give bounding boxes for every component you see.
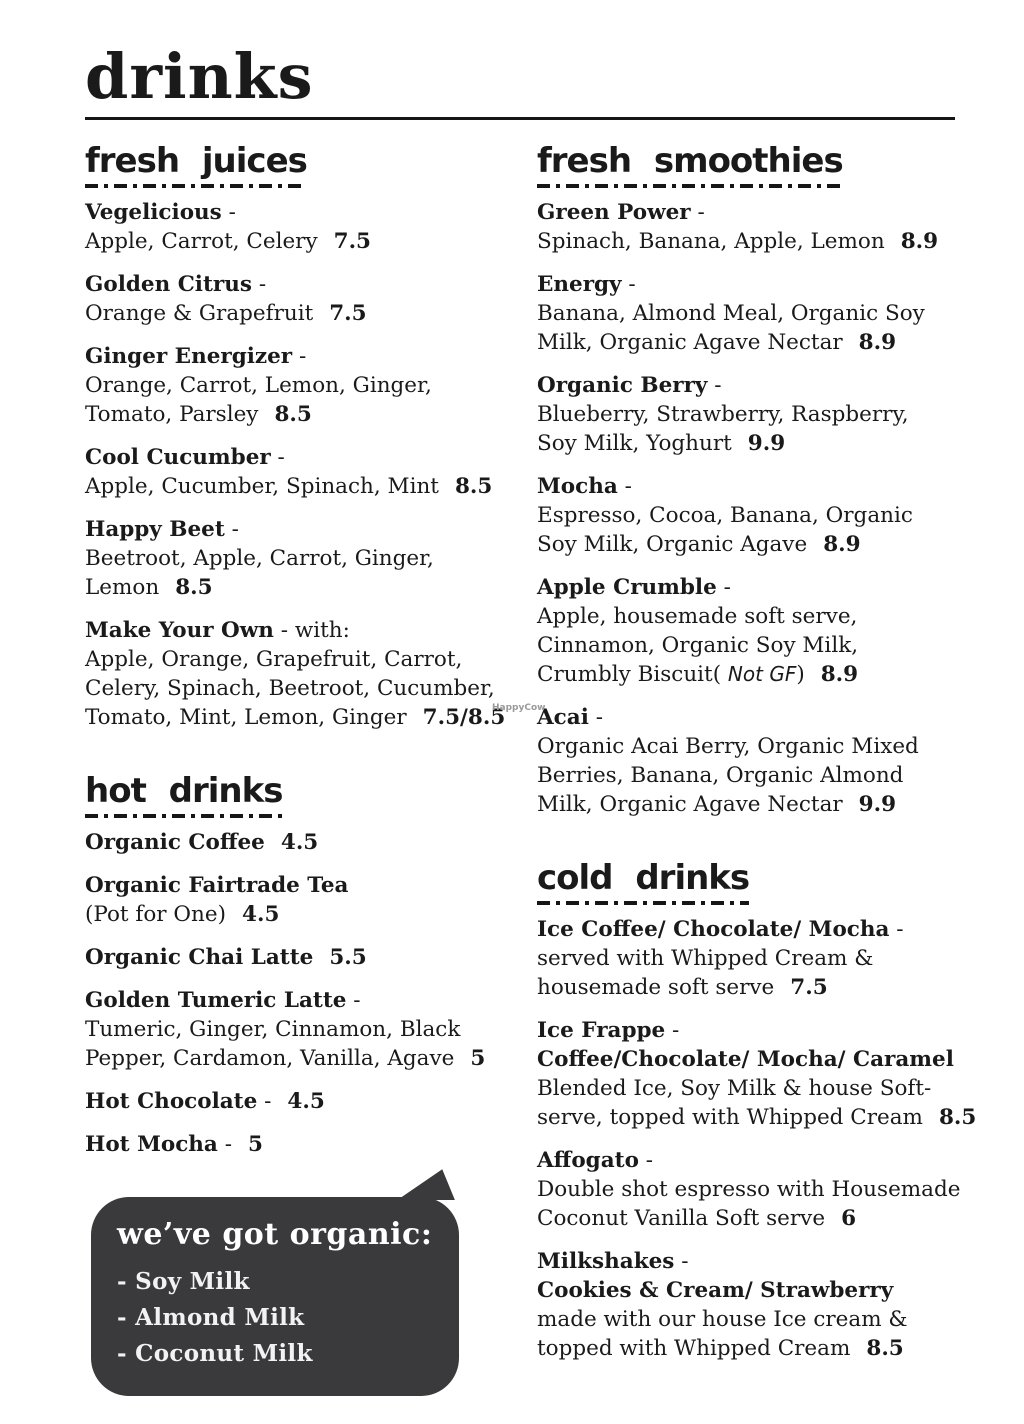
menu-item-line bbox=[537, 270, 970, 299]
column-right bbox=[537, 141, 977, 1396]
section-head bbox=[537, 142, 857, 188]
item-text: Blueberry, Strawberry, Raspberry, bbox=[537, 402, 909, 428]
item-price: 7.5 bbox=[333, 229, 372, 255]
item-text: Double shot espresso with Housemade bbox=[537, 1177, 961, 1203]
item-name: Ginger Energizer bbox=[85, 344, 293, 370]
item-price: 8.5 bbox=[866, 1336, 904, 1362]
item-name: Ice Coffee/ Chocolate/ Mocha bbox=[537, 917, 890, 943]
item-text: Cookies & Cream/ Strawberry bbox=[537, 1278, 894, 1304]
menu-item-line bbox=[85, 900, 513, 929]
section-underline-decoration bbox=[85, 814, 282, 818]
menu-item bbox=[537, 472, 970, 559]
menu-item-line bbox=[85, 573, 513, 602]
item-price: 4.5 bbox=[287, 1089, 325, 1115]
item-price: 7.5 bbox=[329, 301, 367, 327]
item-name: Affogato bbox=[537, 1148, 639, 1174]
menu-item-line bbox=[537, 328, 970, 357]
menu-item bbox=[85, 1130, 513, 1159]
menu-item bbox=[537, 371, 970, 458]
menu-item-line bbox=[85, 828, 513, 857]
page-title: drinks bbox=[85, 40, 314, 113]
item-price: 9.9 bbox=[747, 431, 786, 457]
item-price: 8.5 bbox=[454, 474, 493, 500]
item-text: Spinach, Banana, Apple, Lemon bbox=[537, 229, 885, 255]
item-text: Milk, Organic Agave Nectar bbox=[537, 792, 843, 818]
item-text: - bbox=[292, 344, 307, 370]
item-name: Energy bbox=[537, 272, 622, 298]
item-text: Coffee/Chocolate/ Mocha/ Caramel bbox=[537, 1047, 954, 1073]
section-underline-decoration bbox=[85, 184, 307, 188]
menu-item-line bbox=[85, 703, 513, 732]
menu-item-line bbox=[537, 1016, 970, 1045]
menu-item bbox=[537, 1247, 970, 1363]
menu-item-line bbox=[85, 270, 513, 299]
item-price: 4.5 bbox=[242, 902, 280, 928]
menu-item-line bbox=[537, 371, 970, 400]
title-divider bbox=[85, 117, 955, 120]
item-price: 6 bbox=[841, 1206, 857, 1232]
item-price: 8.9 bbox=[823, 532, 861, 558]
menu-item bbox=[85, 198, 513, 256]
item-text: - bbox=[217, 1132, 232, 1158]
item-price: 8.5 bbox=[274, 402, 312, 428]
item-name: Acai bbox=[537, 705, 589, 731]
section-underline-decoration bbox=[537, 901, 749, 905]
menu-item-line bbox=[85, 198, 513, 227]
item-price: 9.9 bbox=[858, 792, 897, 818]
menu-item bbox=[537, 1016, 977, 1132]
item-text: - bbox=[221, 200, 236, 226]
item-name: Vegelicious bbox=[85, 200, 222, 226]
item-price: 8.5 bbox=[175, 575, 213, 601]
menu-item-line bbox=[85, 1044, 513, 1073]
menu-item-line bbox=[85, 616, 513, 645]
menu-item bbox=[85, 342, 513, 429]
item-text: - bbox=[346, 988, 361, 1014]
menu-item bbox=[85, 986, 513, 1073]
item-text: Celery, Spinach, Beetroot, Cucumber, bbox=[85, 676, 495, 702]
section-heading: fresh smoothies bbox=[537, 141, 843, 182]
menu-item bbox=[85, 616, 513, 732]
item-text: - bbox=[257, 1089, 272, 1115]
menu-item bbox=[537, 573, 970, 689]
menu-item bbox=[537, 198, 970, 256]
menu-item-line bbox=[537, 501, 970, 530]
menu-item-line bbox=[537, 1334, 970, 1363]
section-cold-drinks bbox=[537, 858, 977, 1363]
menu-item-line bbox=[85, 1015, 513, 1044]
item-text: - bbox=[690, 200, 705, 226]
menu-item-line bbox=[537, 703, 970, 732]
item-price: 5 bbox=[470, 1046, 486, 1072]
item-text: Cinnamon, Organic Soy Milk, bbox=[537, 633, 859, 659]
item-text: Tomato, Mint, Lemon, Ginger bbox=[85, 705, 407, 731]
item-text: - with: bbox=[273, 618, 350, 644]
item-text: - bbox=[617, 474, 632, 500]
menu-item-line bbox=[537, 732, 970, 761]
menu-item-line bbox=[85, 1130, 513, 1159]
item-text: topped with Whipped Cream bbox=[537, 1336, 851, 1362]
menu-item-line bbox=[537, 790, 970, 819]
item-text: Coconut Vanilla Soft serve bbox=[537, 1206, 826, 1232]
item-text: - bbox=[716, 575, 731, 601]
item-name: Organic Berry bbox=[537, 373, 708, 399]
menu-item bbox=[85, 515, 513, 602]
item-name: Cool Cucumber bbox=[85, 445, 271, 471]
item-price: 8.9 bbox=[900, 229, 939, 255]
section-head bbox=[85, 772, 296, 818]
item-text: Beetroot, Apple, Carrot, Ginger, bbox=[85, 546, 434, 572]
item-name: Ice Frappe bbox=[537, 1018, 666, 1044]
item-text: Espresso, Cocoa, Banana, Organic bbox=[537, 503, 913, 529]
menu-item-line bbox=[537, 400, 970, 429]
item-price: 4.5 bbox=[280, 830, 319, 856]
menu-item-line bbox=[85, 342, 513, 371]
item-name: Organic Fairtrade Tea bbox=[85, 873, 349, 899]
section-heading: hot drinks bbox=[85, 771, 283, 812]
section-hot-drinks bbox=[85, 772, 513, 1159]
menu-item-line bbox=[85, 472, 513, 501]
menu-item bbox=[85, 828, 513, 857]
section-heading: fresh juices bbox=[85, 141, 307, 182]
section-head bbox=[85, 142, 321, 188]
item-text: serve, topped with Whipped Cream bbox=[537, 1105, 923, 1131]
menu-item-line bbox=[537, 973, 970, 1002]
menu-item-line bbox=[85, 515, 513, 544]
menu-item-line bbox=[537, 1146, 970, 1175]
item-text: Pepper, Cardamon, Vanilla, Agave bbox=[85, 1046, 455, 1072]
section-heading: cold drinks bbox=[537, 858, 750, 899]
item-name: Make Your Own bbox=[85, 618, 274, 644]
item-name: Apple Crumble bbox=[537, 575, 717, 601]
menu-item-line bbox=[537, 1276, 970, 1305]
menu-item-line bbox=[537, 472, 970, 501]
item-text: (Pot for One) bbox=[85, 902, 226, 928]
speech-bubble-tail bbox=[397, 1169, 455, 1200]
column-left bbox=[85, 142, 513, 1396]
item-name: Green Power bbox=[537, 200, 691, 226]
item-text: Blended Ice, Soy Milk & house Soft- bbox=[537, 1076, 932, 1102]
menu-item-line bbox=[85, 986, 513, 1015]
item-name: Golden Citrus bbox=[85, 272, 252, 298]
section-head bbox=[537, 859, 763, 905]
menu-item-line bbox=[85, 871, 513, 900]
item-text: - bbox=[889, 917, 904, 943]
item-text: - bbox=[674, 1249, 689, 1275]
menu-item-line bbox=[537, 1247, 970, 1276]
menu-item-line bbox=[537, 299, 970, 328]
item-name: Happy Beet bbox=[85, 517, 225, 543]
menu-item-line bbox=[537, 761, 970, 790]
item-text: - bbox=[621, 272, 636, 298]
item-text: - bbox=[638, 1148, 654, 1174]
menu-item-line bbox=[537, 1103, 977, 1132]
menu-item bbox=[537, 270, 970, 357]
item-name: Hot Chocolate bbox=[85, 1089, 258, 1115]
item-text: Organic Acai Berry, Organic Mixed bbox=[537, 734, 919, 760]
item-text: - bbox=[270, 445, 285, 471]
item-name: Organic Chai Latte bbox=[85, 945, 314, 971]
bubble-item: - Coconut Milk bbox=[117, 1340, 313, 1368]
item-text: Soy Milk, Organic Agave bbox=[537, 532, 808, 558]
item-text: served with Whipped Cream & bbox=[537, 946, 874, 972]
menu-item bbox=[85, 943, 513, 972]
item-text: Orange, Carrot, Lemon, Ginger, bbox=[85, 373, 432, 399]
item-text: - bbox=[251, 272, 267, 298]
bubble-item: - Almond Milk bbox=[117, 1304, 305, 1332]
menu-item-line bbox=[537, 915, 970, 944]
menu-item bbox=[537, 915, 970, 1002]
menu-item-line bbox=[537, 198, 970, 227]
item-text: Berries, Banana, Organic Almond bbox=[537, 763, 904, 789]
item-name: Golden Tumeric Latte bbox=[85, 988, 347, 1014]
menu-item-line bbox=[537, 660, 970, 689]
item-text: Not GF bbox=[727, 662, 797, 687]
item-text: Tomato, Parsley bbox=[85, 402, 259, 428]
menu-item-line bbox=[537, 227, 970, 256]
menu-item-line bbox=[85, 645, 513, 674]
item-price: 8.9 bbox=[820, 662, 859, 688]
menu-item-line bbox=[537, 631, 970, 660]
menu-item bbox=[85, 270, 513, 328]
section-underline-decoration bbox=[537, 184, 843, 188]
menu-item-line bbox=[537, 944, 970, 973]
item-text: - bbox=[588, 705, 603, 731]
item-price: 5.5 bbox=[329, 945, 367, 971]
menu-item bbox=[85, 443, 513, 501]
item-text: Crumbly Biscuit( bbox=[537, 662, 728, 688]
section-fresh-juices bbox=[85, 142, 513, 732]
item-price: 7.5 bbox=[790, 975, 828, 1001]
item-name: Milkshakes bbox=[537, 1249, 675, 1275]
item-name: Mocha bbox=[537, 474, 618, 500]
item-text: - bbox=[224, 517, 239, 543]
menu-item-line bbox=[85, 674, 513, 703]
menu-item bbox=[537, 703, 970, 819]
section-fresh-smoothies bbox=[537, 142, 970, 819]
bubble-title: we’ve got organic: bbox=[117, 1217, 433, 1253]
item-price: 5 bbox=[247, 1132, 263, 1158]
menu-item bbox=[85, 1087, 513, 1116]
menu-item-line bbox=[85, 1087, 513, 1116]
menu-item-line bbox=[537, 1074, 970, 1103]
item-text: ) bbox=[796, 662, 805, 688]
menu-item-line bbox=[85, 299, 513, 328]
item-text: - bbox=[665, 1018, 680, 1044]
happycow-watermark: HappyCow bbox=[492, 703, 546, 713]
item-text: Milk, Organic Agave Nectar bbox=[537, 330, 843, 356]
bubble-item: - Soy Milk bbox=[117, 1268, 250, 1296]
item-text: Soy Milk, Yoghurt bbox=[537, 431, 732, 457]
item-text: Apple, Carrot, Celery bbox=[85, 229, 318, 255]
menu-item-line bbox=[85, 371, 513, 400]
item-name: Hot Mocha bbox=[85, 1132, 218, 1158]
menu-item bbox=[537, 1146, 970, 1233]
item-text: Apple, Orange, Grapefruit, Carrot, bbox=[85, 647, 463, 673]
menu-item-line bbox=[85, 227, 513, 256]
item-text: Lemon bbox=[85, 575, 160, 601]
item-text: housemade soft serve bbox=[537, 975, 775, 1001]
menu-item-line bbox=[85, 400, 513, 429]
menu-item-line bbox=[537, 1045, 970, 1074]
item-price: 8.9 bbox=[858, 330, 897, 356]
item-text: Tumeric, Ginger, Cinnamon, Black bbox=[85, 1017, 461, 1043]
item-text: - bbox=[707, 373, 722, 399]
organic-milk-bubble bbox=[91, 1197, 459, 1396]
menu-item-line bbox=[537, 429, 970, 458]
menu-item-line bbox=[85, 544, 513, 573]
item-name: Organic Coffee bbox=[85, 830, 265, 856]
menu-item-line bbox=[537, 1305, 970, 1334]
menu-item-line bbox=[537, 530, 970, 559]
menu-columns bbox=[85, 141, 977, 1396]
menu-item-line bbox=[537, 573, 970, 602]
item-text: Apple, Cucumber, Spinach, Mint bbox=[85, 474, 439, 500]
menu-item-line bbox=[85, 943, 513, 972]
item-price: 7.5/8.5 bbox=[422, 705, 506, 731]
item-text: Apple, housemade soft serve, bbox=[537, 604, 858, 630]
item-price: 8.5 bbox=[938, 1105, 977, 1131]
menu-item-line bbox=[537, 1175, 970, 1204]
menu-item bbox=[85, 871, 513, 929]
menu-item-line bbox=[85, 443, 513, 472]
item-text: made with our house Ice cream & bbox=[537, 1307, 908, 1333]
menu-item-line bbox=[537, 602, 970, 631]
item-text: Orange & Grapefruit bbox=[85, 301, 314, 327]
menu-item-line bbox=[537, 1204, 970, 1233]
item-text: Banana, Almond Meal, Organic Soy bbox=[537, 301, 925, 327]
